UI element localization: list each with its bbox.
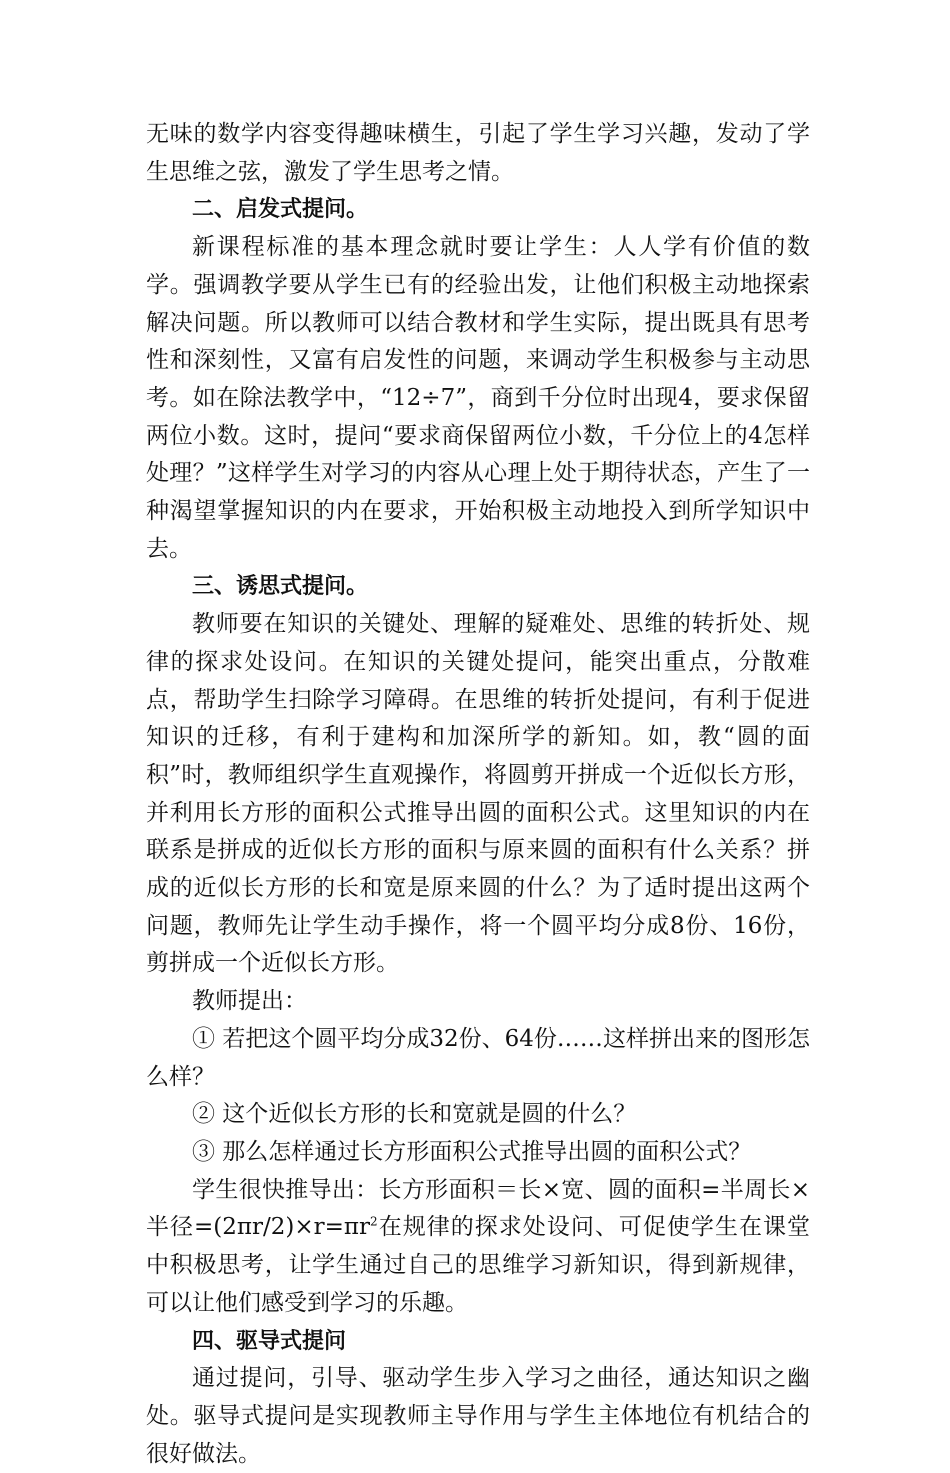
superscript-2: 2 [370, 1214, 378, 1229]
paragraph-derivation [146, 1172, 810, 1323]
document-page [146, 116, 810, 1473]
derivation-text-a: 学生很快推导出：长方形面积＝长×宽、圆的面积=半周长×半径=(2πr/2)×r=πr [146, 1176, 810, 1241]
derivation-text-b: 在规律的探求处设问、可促使学生在课堂中积极思考，让学生通过自己的思维学习新知识，得到新规律，可以让他们感受到学习的乐趣。 [146, 1214, 810, 1316]
question-item-1: ① 若把这个圆平均分成32份、64份……这样拼出来的图形怎么样？ [146, 1025, 810, 1090]
paragraph-teacher-asks: 教师提出： [192, 988, 307, 1015]
paragraph-section-4: 通过提问，引导、驱动学生步入学习之曲径，通达知识之幽处。驱导式提问是实现教师主导作用与学生主体地位有机结合的很好做法。 [146, 1365, 810, 1467]
paragraph-intro: 无味的数学内容变得趣味横生，引起了学生学习兴趣，发动了学生思维之弦，激发了学生思考之情。 [146, 121, 810, 185]
question-item-3: ③ 那么怎样通过长方形面积公式推导出圆的面积公式？ [192, 1138, 752, 1165]
section-heading-3: 三、诱思式提问。 [192, 574, 369, 600]
paragraph-section-2: 新课程标准的基本理念就时要让学生：人人学有价值的数学。强调教学要从学生已有的经验出发，让他们积极主动地探索解决问题。所以教师可以结合教材和学生实际，提出既具有思考性和深刻性，又富有启发性的问题，来调动学生积极参与主动思考。如在除法教学中，“12÷7”，商到千分位时出现4，要求保留两位小数。这时，提问“要求商保留两位小数，千分位上的4怎样处理？”这样学生对学习的内容从心理上处于期待状态，产生了一种渴望掌握知识的内在要求，开始积极主动地投入到所学知识中去。 [146, 234, 810, 562]
section-heading-2: 二、启发式提问。 [192, 197, 369, 223]
paragraph-section-3: 教师要在知识的关键处、理解的疑难处、思维的转折处、规律的探求处设问。在知识的关键处提问，能突出重点，分散难点，帮助学生扫除学习障碍。在思维的转折处提问，有利于促进知识的迁移，有利于建构和加深所学的新知。如，教“圆的面积”时，教师组织学生直观操作，将圆剪开拼成一个近似长方形，并利用长方形的面积公式推导出圆的面积公式。这里知识的内在联系是拼成的近似长方形的面积与原来圆的面积有什么关系？拼成的近似长方形的长和宽是原来圆的什么？为了适时提出这两个问题，教师先让学生动手操作，将一个圆平均分成8份、16份，剪拼成一个近似长方形。 [146, 611, 810, 977]
section-heading-4: 四、驱导式提问 [192, 1328, 347, 1354]
question-item-2: ② 这个近似长方形的长和宽就是圆的什么？ [192, 1101, 637, 1128]
